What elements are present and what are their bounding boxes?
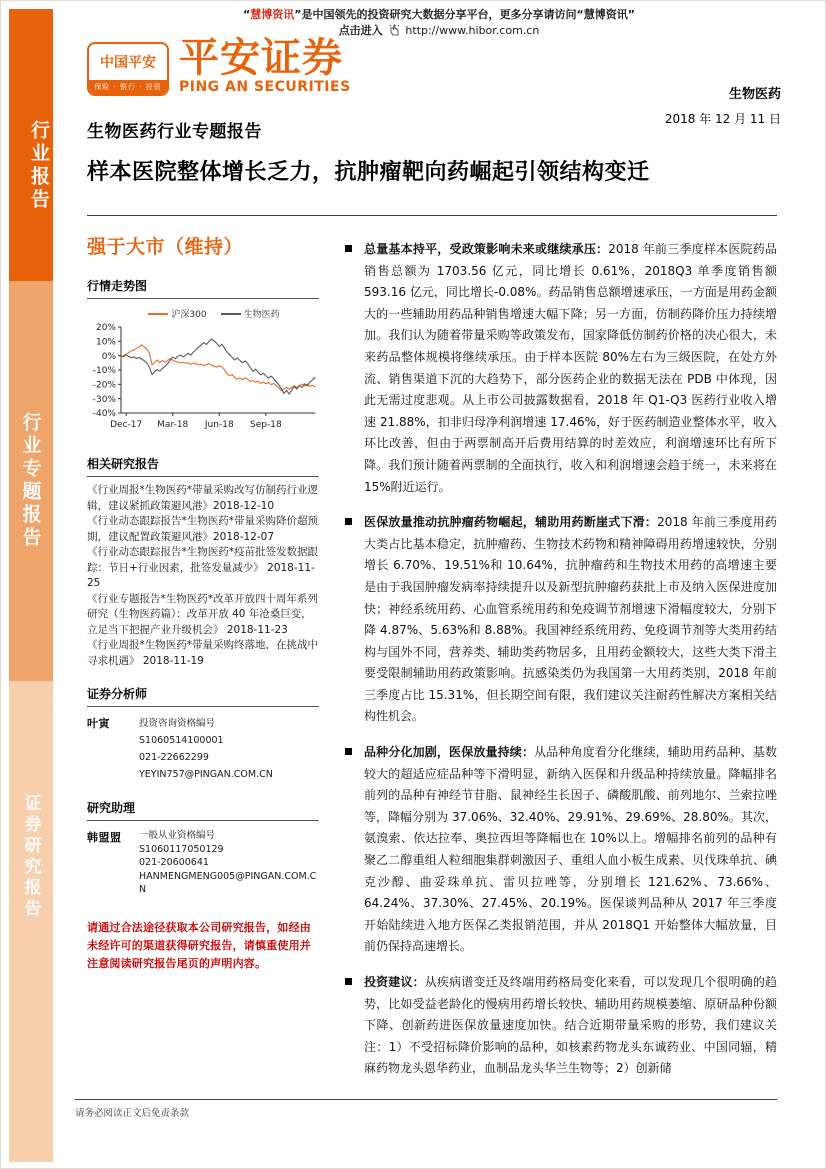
bullet-lead: 品种分化加剧，医保放量持续： [364,745,535,760]
related-report-item[interactable]: 《行业动态跟踪报告*生物医药*带量采购降价超预期，建议配置政策避风港》2018-12-07 [87,515,318,543]
brand-name-cn: 平安证券 [179,35,343,81]
analyst-details [139,715,273,783]
content-bullet [345,512,777,728]
analyst-qualification-label: 投资咨询资格编号 [139,718,216,729]
assistant-phone: 021-20600641 [139,857,209,868]
vertical-sidebar [9,9,53,1162]
bullet-body-text: 从品种角度看分化继续，辅助用药品种、基数较大的超适应症品种等下滑明显，新纳入医保和升级品种持续放量。降幅排名前列的品种有神经节苷脂、鼠神经生长因子、磷酸肌酸、前列地尔、兰索拉唑等，降幅分别为 37.06%、32.40%、29.91%、29.69%、28.80%。其次，氨溴索、依达拉奉、奥拉西坦等降幅也在 10%以上。增幅排名前列的品种有聚乙二醇重组人粒细胞集群刺激因子、重组人血小板生成素、贝伐珠单抗、碘克沙醇、曲妥珠单抗、雷贝拉唑等，分别增长 121.62%、73.66%、64.24%、37.30%、27.45%、20.19%。医保谈判品种从 2017 年三季度开始陆续进入地方医保乙类报销范围，并从 2018Q1 开始整体大幅放量，目前仍保持高速增长。 [364,745,777,954]
sector-label: 生物医药 [728,87,781,102]
y-tick-label: 0% [101,351,116,362]
sidebar-band-securities-research-report: 证券研究报告 [9,681,53,1162]
analyst-row [87,715,319,783]
content-bullet [345,742,777,958]
brand-wordmark [179,37,351,96]
assistant-email[interactable]: HANMENGMENG005@PINGAN.COM.CN [139,870,317,895]
bullet-lead: 投资建议： [364,975,425,989]
sidebar-band-industry-topic-report: 行业专题报告 [9,281,53,681]
chart-series-lines [121,339,315,394]
analyst-name: 叶寅 [87,717,110,730]
report-subtitle: 生物医药行业专题报告 [87,122,262,142]
assistant-qualification-label: 一般从业资格编号 [139,830,216,841]
bullet-square-icon [345,748,352,755]
footer-divider [75,1099,777,1100]
chart-legend [87,307,319,320]
title-divider [87,215,777,216]
footer-disclaimer: 请务必阅读正文后免责条款 [75,1108,190,1119]
promo-line1-text: ”是中国领先的投资研究大数据分享平台，更多分享请访问“慧博资讯” [294,8,635,21]
assistant-details [139,829,319,897]
y-tick-label: 10% [95,337,116,348]
assistant-heading: 研究助理 [87,801,136,815]
logo-badge-cn: 中国平安 [100,55,156,71]
x-tick-label: Jun-18 [204,420,234,430]
x-tick-label: Mar-18 [157,420,189,430]
rating-badge: 强于大市（维持） [87,236,244,258]
chart-y-tick-labels [93,323,117,419]
page-title: 样本医院整体增长乏力，抗肿瘤靶向药崛起引领结构变迁 [87,160,650,185]
assistant-cert-no: S1060117050129 [139,843,224,855]
bullet-square-icon [345,245,352,252]
cursor-hand-icon [389,24,400,41]
copyright-notice: 请通过合法途径获取本公司研究报告，如经由未经许可的渠道获得研究报告，请慎重使用并注意阅读研究报告尾页的声明内容。 [87,920,311,970]
pingan-logo-badge [87,42,169,96]
report-date: 2018 年 12 月 11 日 [664,112,781,126]
promo-url[interactable]: http://www.hibor.com.cn [405,24,540,37]
legend-label-hs300: 沪深300 [171,310,207,320]
promo-banner [61,7,817,41]
bullet-lead: 医保放量推动抗肿瘤药物崛起，辅助用药断崖式下滑： [364,515,658,530]
x-tick-label: Dec-17 [110,420,143,430]
logo-badge-subtitle: 保险 · 银行 · 投资 [89,80,167,94]
y-tick-label: -20% [92,380,116,391]
promo-quote-open: “ [243,8,251,21]
bullet-text [364,239,777,498]
promo-line-1 [61,7,817,23]
title-block [87,119,777,190]
sidebar-band-industry-report: 行业报告 [9,9,53,281]
promo-click-label: 点击进入 [338,24,383,37]
chart-section-divider [87,298,319,299]
promo-brand: 慧博资讯 [250,8,295,21]
analyst-cert-no: S1060514100001 [139,735,224,746]
analyst-phone: 021-22662299 [139,752,209,763]
related-reports-list [87,483,319,669]
chart-section-heading: 行情走势图 [87,279,148,293]
chart-canvas [87,321,319,437]
legend-item-hs300 [148,307,206,320]
assistant-divider [87,820,319,821]
chart-axes [118,327,315,416]
related-reports-divider [87,476,319,477]
related-report-item[interactable]: 《行业周报*生物医药*带量采购改写仿制药行业逻辑，建议紧抓政策避风港》2018-12-10 [87,484,318,512]
legend-item-bio [221,307,280,320]
bullet-body-text: 从疾病谱变迁及终端用药格局变化来看，可以发现几个很明确的趋势，比如受益老龄化的慢病用药增长较快、辅助用药规模萎缩、原研品种份额下降、创新药进医保放量速度加快。结合近期带量采购的形势，我们建议关注：1）不受招标降价影响的品种，如核素药物龙头东诚药业、中国同辐，精麻药物龙头恩华药业，血制品龙头华兰生物等；2）创新储 [364,975,777,1076]
related-report-item[interactable]: 《行业动态跟踪报告*生物医药*疫苗批签发数据跟踪：节日+行业因素，批签发量减少》 2018-11-25 [87,546,318,589]
legend-swatch-bio [221,313,241,315]
price-trend-chart [87,307,319,439]
content-bullet [345,972,777,1080]
x-tick-label: Sep-18 [250,420,282,430]
content-bullet [345,239,777,498]
related-reports-heading: 相关研究报告 [87,457,160,471]
bullet-text [364,512,777,728]
bullet-body-text: 2018 年前三季度样本医院药品销售总额为 1703.56 亿元，同比增长 0.61%，2018Q3 单季度销售额 593.16 亿元，同比增长-0.08%。药品销售总额增速承压，一方面是用药金额大的一些辅助用药品种销售增速大幅下降；另一方面，仿制药降价压力持续增加。我们认为随着带量采购等政策发布，国家降低仿制药价格的决心很大，未来药品整体规模将继续承压。由于样本医院 80%左右为三级医院，在处方外流、销售渠道下沉的大趋势下，部分医药企业的数据无法在 PDB 中体现，因此无需过度悲观。从上市公司披露数据看，2018 年 Q1-Q3 医药行业收入增速 21.88%，扣非归母净利润增速 17.46%，好于医药制造业整体水平，收入环比改善，但由于两票制高开后费用结算的时差效应，利润增速环比有所下降。我们预计随着两票制的全面执行，收入和利润增速会趋于统一，未来将在 15%附近运行。 [364,242,777,494]
y-tick-label: -10% [92,366,116,377]
brand-name-en: PING AN SECURITIES [179,79,351,95]
y-tick-label: -30% [92,394,116,405]
bullet-square-icon [345,978,352,985]
related-report-item[interactable]: 《行业专题报告*生物医药*改革开放四十周年系列研究（生物医药篇）：改革开放 40 年沧桑巨变，立足当下把握产业升级机会》 2018-11-23 [87,592,318,636]
legend-swatch-hs300 [148,313,168,315]
legend-label-bio: 生物医药 [243,310,280,320]
assistant-row [87,829,319,897]
left-column [87,233,319,973]
main-content [345,239,777,1094]
chart-x-tick-labels [110,420,282,430]
bullet-square-icon [345,518,352,525]
bullet-text [364,972,777,1080]
company-masthead [87,37,351,96]
bullet-lead: 总量基本持平，受政策影响未来或继续承压： [364,242,609,256]
related-report-item[interactable]: 《行业周报*生物医药*带量采购终落地，在挑战中寻求机遇》 2018-11-19 [87,639,318,667]
analyst-divider [87,706,319,707]
bullet-text [364,742,777,958]
assistant-name: 韩盟盟 [87,831,122,844]
y-tick-label: 20% [95,323,116,334]
analyst-email[interactable]: YEYIN757@PINGAN.COM.CN [139,769,273,780]
analyst-heading: 证券分析师 [87,687,148,701]
y-tick-label: -40% [92,409,116,420]
bullet-body-text: 2018 年前三季度用药大类占比基本稳定，抗肿瘤药、生物技术药物和精神障碍用药增速较快，分别增长 6.70%、19.51%和 10.64%，抗肿瘤药和生物技术用药的高增速主要是由于我国肿瘤发病率持续提升以及新型抗肿瘤药获批上市及纳入医保进度加快；神经系统用药、心血管系统用药和免疫调节剂增速下滑幅度较大，分别下降 4.87%、5.63%和 8.88%。我国神经系统用药、免疫调节剂等大类用药结构与国外不同，营养类、辅助类药物居多，且用药金额较大，这些大类下滑主要受限制辅助用药政策影响。抗感染类仍为我国第一大用药类别，2018 年前三季度占比 15.31%，但长期空间有限，我们建议关注耐药性解决方案相关结构性机会。 [364,515,777,724]
